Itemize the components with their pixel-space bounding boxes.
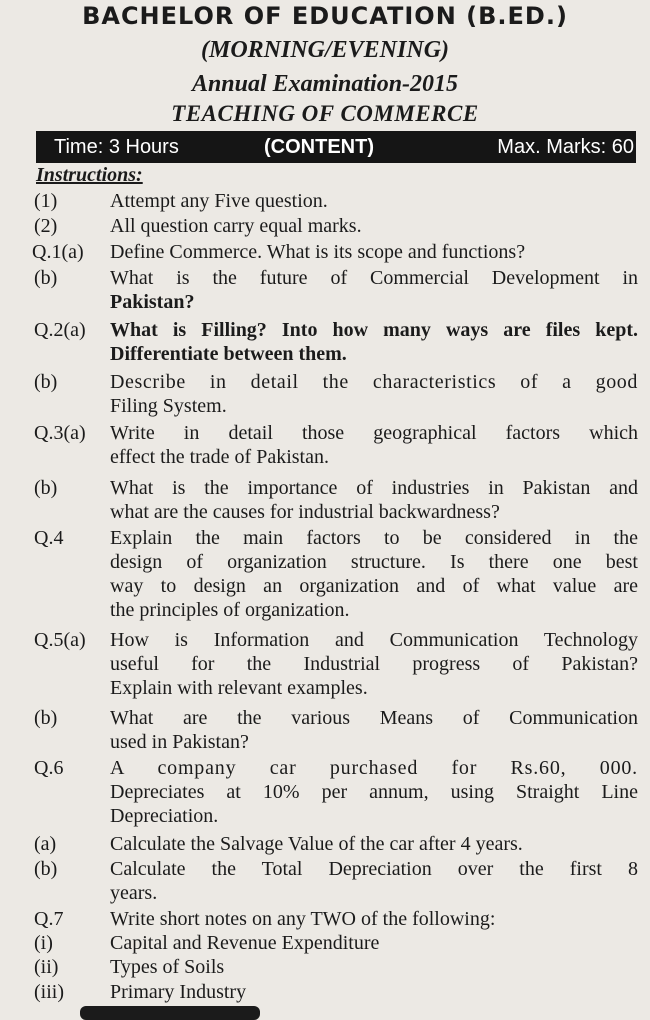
question-text-line: Calculate the Salvage Value of the car after 4 years. — [110, 833, 523, 855]
question-number: (ii) — [34, 956, 59, 978]
question-number: (iii) — [34, 981, 64, 1003]
question-text-line: Write in detail those geographical factors which — [110, 422, 638, 444]
question-text-line: years. — [110, 882, 158, 904]
question-text-line: What is the future of Commercial Development in — [110, 267, 638, 289]
question-text-line: Explain with relevant examples. — [110, 677, 368, 699]
question-text-line: Describe in detail the characteristics of a good — [110, 371, 638, 393]
question-text-line: Write short notes on any TWO of the following: — [110, 908, 496, 930]
instruction-text: All question carry equal marks. — [110, 215, 362, 237]
question-text-line: Define Commerce. What is its scope and functions? — [110, 241, 526, 263]
question-text-line: Primary Industry — [110, 981, 247, 1003]
question-text-line: Calculate the Total Depreciation over the first 8 — [110, 858, 638, 880]
question-text-line: useful for the Industrial progress of Pakistan? — [110, 653, 638, 675]
question-text-line: what are the causes for industrial backwardness? — [110, 501, 500, 523]
question-number: (b) — [34, 707, 58, 729]
question-number: (b) — [34, 371, 58, 393]
time-allowed: Time: 3 Hours — [54, 136, 179, 158]
question-number: Q.6 — [34, 757, 64, 779]
instruction-number: (2) — [34, 215, 58, 237]
question-text-line: A company car purchased for Rs.60, 000. — [110, 757, 638, 779]
question-text-line: effect the trade of Pakistan. — [110, 446, 329, 468]
session-label: (MORNING/EVENING) — [200, 37, 450, 63]
question-text-line: Depreciation. — [110, 805, 219, 827]
question-number: Q.7 — [34, 908, 64, 930]
question-text-line: used in Pakistan? — [110, 731, 249, 753]
question-number: Q.3(a) — [34, 422, 86, 444]
subject-label: TEACHING OF COMMERCE — [171, 101, 479, 126]
paper-title: BACHELOR OF EDUCATION (B.ED.) — [82, 2, 568, 30]
question-text-line: Filing System. — [110, 395, 227, 417]
section-label: (CONTENT) — [264, 136, 374, 158]
question-text-line: Types of Soils — [110, 956, 225, 978]
question-text-line: Pakistan? — [110, 291, 195, 313]
question-text-line: Capital and Revenue Expenditure — [110, 932, 380, 954]
question-text-line: What is the importance of industries in Pakistan and — [110, 477, 638, 499]
question-number: (b) — [34, 477, 58, 499]
question-text-line: design of organization structure. Is there one best — [110, 551, 638, 573]
question-text-line: Explain the main factors to be considered in the — [110, 527, 638, 549]
paper-info-bar — [36, 131, 636, 163]
question-number: Q.5(a) — [34, 629, 86, 651]
question-text-line: Depreciates at 10% per annum, using Straight Line — [110, 781, 638, 803]
question-text-line: What are the various Means of Communication — [110, 707, 638, 729]
question-number: (b) — [34, 267, 58, 289]
question-number: (b) — [34, 858, 58, 880]
question-number: Q.1(a) — [32, 241, 84, 263]
question-text-line: How is Information and Communication Technology — [110, 629, 638, 651]
question-text-line: Differentiate between them. — [110, 343, 347, 365]
question-number: (a) — [34, 833, 57, 855]
cropped-text-fragment — [80, 1006, 260, 1020]
instructions-heading: Instructions: — [36, 164, 143, 186]
exam-label: Annual Examination-2015 — [191, 71, 459, 97]
instruction-text: Attempt any Five question. — [110, 190, 328, 212]
question-number: Q.2(a) — [34, 319, 86, 341]
instruction-number: (1) — [34, 190, 58, 212]
max-marks: Max. Marks: 60 — [497, 136, 634, 158]
question-text-line: way to design an organization and of what value are — [110, 575, 638, 597]
question-text-line: What is Filling? Into how many ways are files kept. — [110, 319, 638, 341]
question-text-line: the principles of organization. — [110, 599, 350, 621]
question-number: Q.4 — [34, 527, 64, 549]
question-number: (i) — [34, 932, 53, 954]
